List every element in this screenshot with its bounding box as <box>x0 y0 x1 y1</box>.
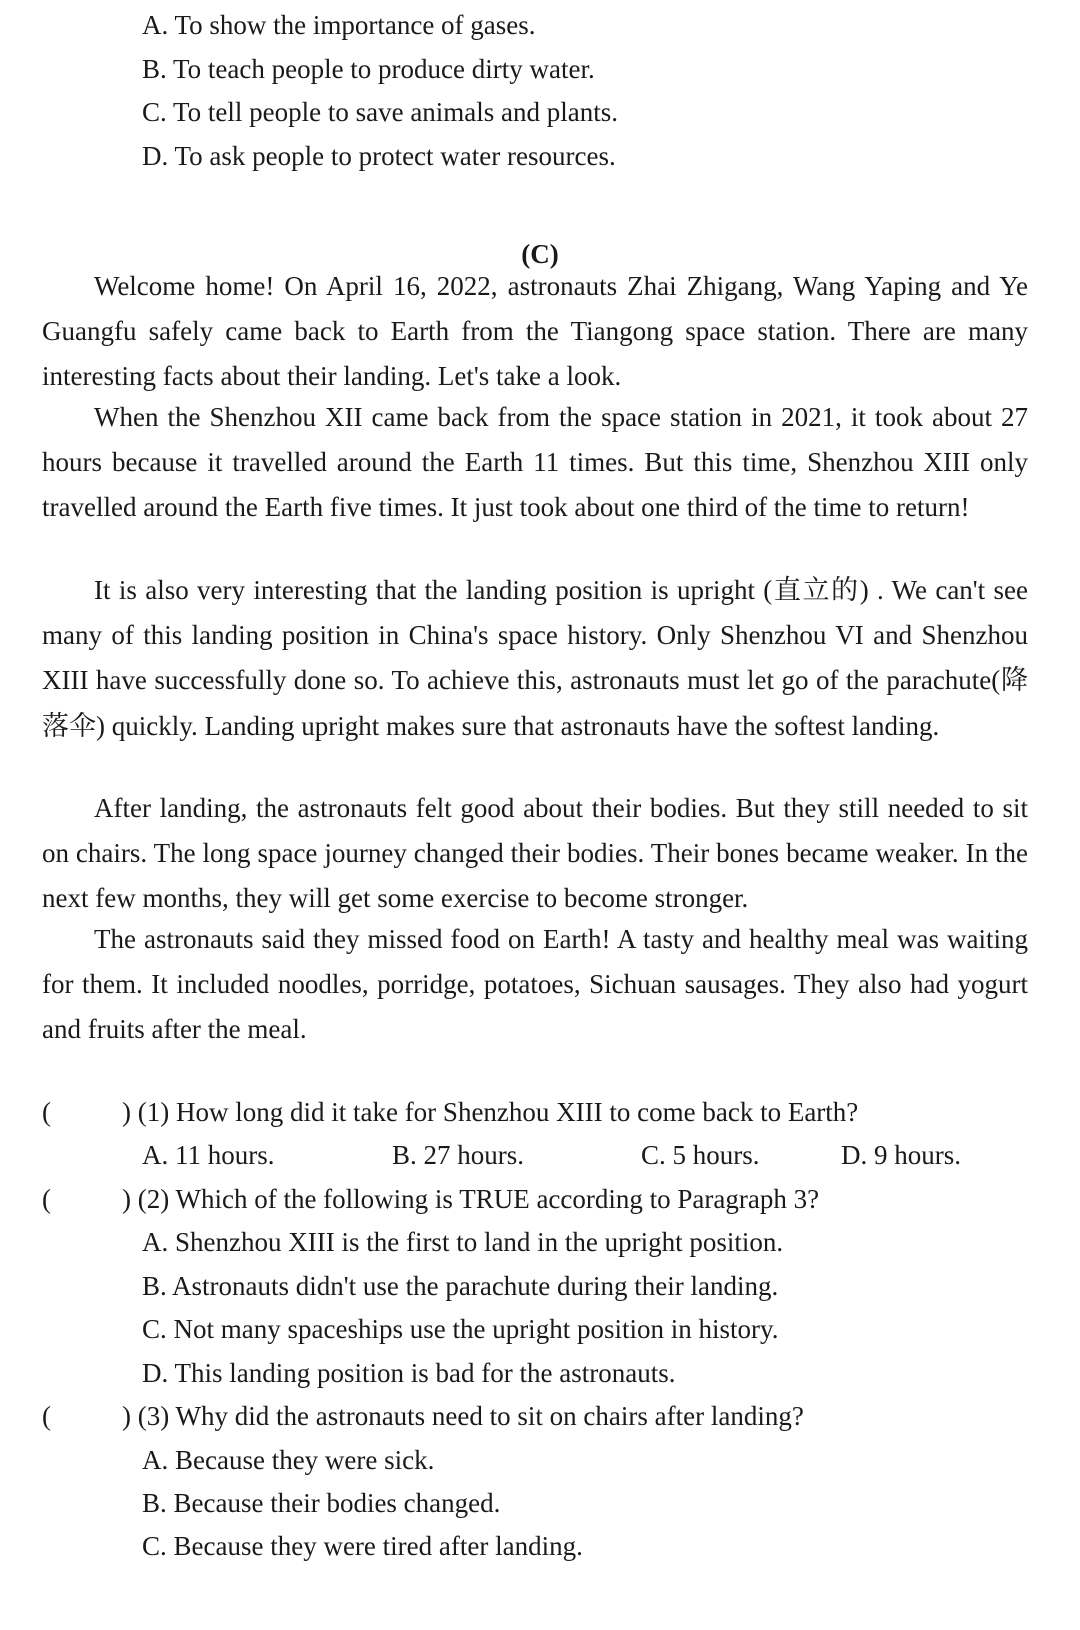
question-1-option-a: A. 11 hours. <box>142 1140 275 1170</box>
question-1-stem: ) (1) How long did it take for Shenzhou XIII to come back to Earth? <box>122 1097 859 1127</box>
prev-option-a: A. To show the importance of gases. <box>142 10 536 40</box>
section-title: (C) <box>521 239 559 269</box>
question-2-option-d: D. This landing position is bad for the astronauts. <box>142 1358 676 1388</box>
question-1-option-b: B. 27 hours. <box>392 1140 525 1170</box>
question-2-option-a: A. Shenzhou XIII is the first to land in the upright position. <box>142 1227 784 1257</box>
question-1-option-c: C. 5 hours. <box>641 1140 760 1170</box>
prev-option-d: D. To ask people to protect water resources. <box>142 141 616 171</box>
passage-paragraph-4: After landing, the astronauts felt good about their bodies. But they still needed to sit on chairs. The long space journey changed their bodies. Their bones became weaker. In the next few months, they will get some exercise to become stronger. <box>42 793 1028 914</box>
passage-paragraph-1: Welcome home! On April 16, 2022, astronauts Zhai Zhigang, Wang Yaping and Ye Guangfu safely came back to Earth from the Tiangong space station. There are many interesting facts about their landing. Let's take a look. <box>42 271 1028 392</box>
question-2-stem: ) (2) Which of the following is TRUE according to Paragraph 3? <box>122 1184 820 1214</box>
question-3-option-a: A. Because they were sick. <box>142 1445 435 1475</box>
question-3-option-b: B. Because their bodies changed. <box>142 1488 501 1518</box>
question-1-option-d: D. 9 hours. <box>841 1140 961 1170</box>
passage-paragraph-2: When the Shenzhou XII came back from the space station in 2021, it took about 27 hours because it travelled around the Earth 11 times. But this time, Shenzhou XIII only travelled around the Earth five times. It just took about one third of the time to return! <box>42 402 1028 523</box>
question-2-option-b: B. Astronauts didn't use the parachute during their landing. <box>142 1271 779 1301</box>
answer-blank-2[interactable]: ( <box>42 1184 51 1214</box>
prev-option-c: C. To tell people to save animals and plants. <box>142 97 619 127</box>
passage-paragraph-5: The astronauts said they missed food on Earth! A tasty and healthy meal was waiting for them. It included noodles, porridge, potatoes, Sichuan sausages. They also had yogurt and fruits after the meal. <box>42 924 1028 1045</box>
answer-blank-3[interactable]: ( <box>42 1401 51 1431</box>
question-2-option-c: C. Not many spaceships use the upright position in history. <box>142 1314 779 1344</box>
answer-blank-1[interactable]: ( <box>42 1097 51 1127</box>
question-3-option-c: C. Because they were tired after landing. <box>142 1531 583 1561</box>
question-3-stem: ) (3) Why did the astronauts need to sit on chairs after landing? <box>122 1401 804 1431</box>
prev-option-b: B. To teach people to produce dirty water. <box>142 54 595 84</box>
passage-paragraph-3: It is also very interesting that the landing position is upright (直立的) . We can't see many of this landing position in China's space history. Only Shenzhou VI and Shenzhou XIII have successfully done so. To achieve this, astronauts must let go of the parachute(降落伞) quickly. Landing upright makes sure that astronauts have the softest landing. <box>42 575 1028 741</box>
